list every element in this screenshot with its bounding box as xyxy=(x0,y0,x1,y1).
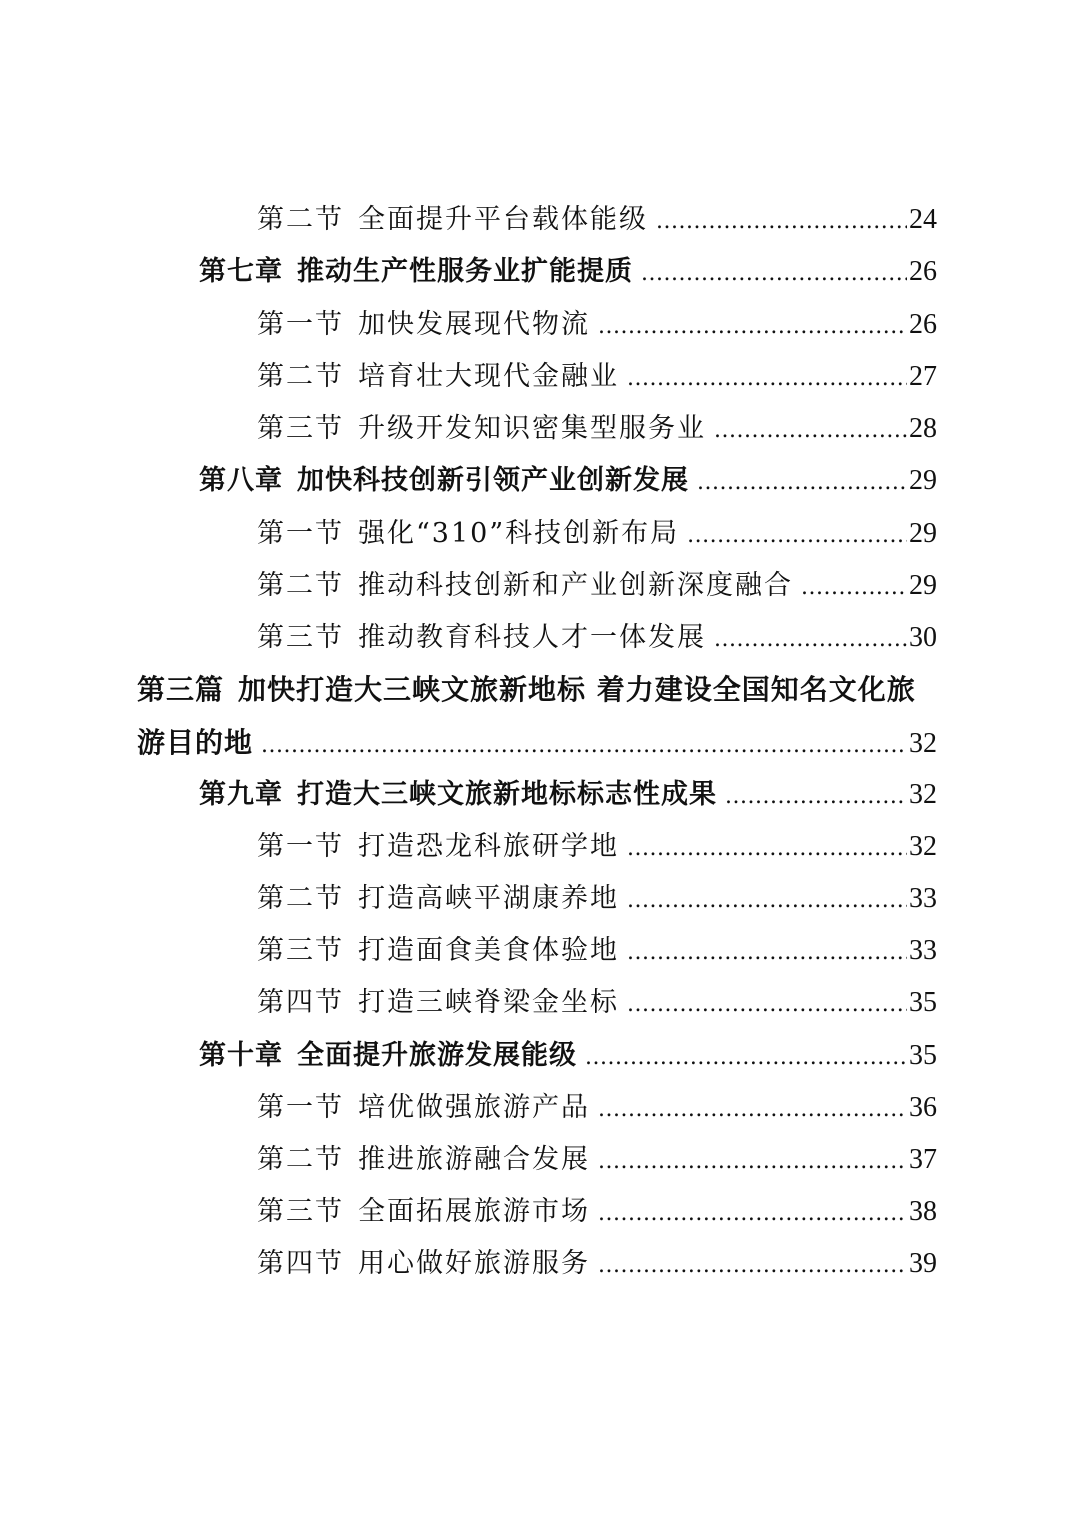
section-number: 第四节 xyxy=(257,987,344,1018)
toc-entry-label xyxy=(199,1036,577,1076)
toc-entry-label xyxy=(199,775,717,815)
section-title: 推动科技创新和产业创新深度融合 xyxy=(358,570,793,601)
toc-entry-label xyxy=(257,618,706,658)
section-number: 第三节 xyxy=(257,1196,344,1227)
toc-entry-section-9-4[interactable] xyxy=(257,983,937,1023)
page-number: 29 xyxy=(909,465,937,496)
chapter-number: 第七章 xyxy=(199,256,283,287)
page-number: 30 xyxy=(909,622,937,653)
section-title: 推进旅游融合发展 xyxy=(358,1144,590,1175)
section-number: 第四节 xyxy=(257,1248,344,1279)
toc-entry-label xyxy=(257,879,619,919)
toc-entry-section-8-1[interactable] xyxy=(257,514,937,554)
section-title: 培优做强旅游产品 xyxy=(358,1092,590,1123)
chapter-title: 加快科技创新引领产业创新发展 xyxy=(297,465,689,496)
chapter-title: 推动生产性服务业扩能提质 xyxy=(297,256,633,287)
toc-entry-label xyxy=(257,305,590,345)
chapter-number: 第十章 xyxy=(199,1040,283,1071)
section-number: 第三节 xyxy=(257,622,344,653)
page-number: 36 xyxy=(909,1092,937,1123)
section-title: 全面提升平台载体能级 xyxy=(358,204,648,235)
part-title-line-1: 加快打造大三峡文旅新地标 着力建设全国知名文化旅 xyxy=(238,673,916,706)
toc-entry-part-3-line-1[interactable] xyxy=(137,670,937,710)
dot-leader xyxy=(714,620,907,660)
dot-leader xyxy=(585,1038,907,1078)
section-title: 用心做好旅游服务 xyxy=(358,1248,590,1279)
page-number: 24 xyxy=(909,204,937,235)
dot-leader xyxy=(598,1090,907,1130)
toc-entry-label xyxy=(257,827,619,867)
section-title: 推动教育科技人才一体发展 xyxy=(358,622,706,653)
toc-entry-section-8-3[interactable] xyxy=(257,618,937,658)
dot-leader xyxy=(656,202,907,242)
toc-entry-section-10-1[interactable] xyxy=(257,1088,937,1128)
section-title: 培育壮大现代金融业 xyxy=(358,361,619,392)
toc-entry-section-7-1[interactable] xyxy=(257,305,937,345)
page-number: 38 xyxy=(909,1196,937,1227)
dot-leader xyxy=(598,1246,907,1286)
page-number: 39 xyxy=(909,1248,937,1279)
section-number: 第一节 xyxy=(257,518,344,549)
page-number: 33 xyxy=(909,883,937,914)
dot-leader xyxy=(627,933,907,973)
dot-leader xyxy=(598,307,907,347)
chapter-number: 第八章 xyxy=(199,465,283,496)
dot-leader xyxy=(687,516,907,556)
page-number: 32 xyxy=(909,831,937,862)
toc-entry-label xyxy=(257,1140,590,1180)
toc-entry-label xyxy=(257,1244,590,1284)
part-number: 第三篇 xyxy=(137,673,225,706)
chapter-number: 第九章 xyxy=(199,779,283,810)
toc-entry-chapter-9[interactable] xyxy=(199,775,937,815)
toc-entry-chapter-10[interactable] xyxy=(199,1036,937,1076)
section-title: 强化“310”科技创新布局 xyxy=(358,518,680,549)
section-number: 第三节 xyxy=(257,413,344,444)
page-number: 28 xyxy=(909,413,937,444)
section-number: 第一节 xyxy=(257,1092,344,1123)
chapter-title: 全面提升旅游发展能级 xyxy=(297,1040,577,1071)
dot-leader xyxy=(627,829,907,869)
dot-leader xyxy=(261,726,907,766)
toc-entry-chapter-7[interactable] xyxy=(199,252,937,292)
section-title: 打造恐龙科旅研学地 xyxy=(358,831,619,862)
toc-entry-section-9-1[interactable] xyxy=(257,827,937,867)
toc-entry-label xyxy=(199,252,633,292)
section-number: 第二节 xyxy=(257,1144,344,1175)
page-number: 35 xyxy=(909,1040,937,1071)
toc-entry-section-7-3[interactable] xyxy=(257,409,937,449)
dot-leader xyxy=(697,463,907,503)
section-title: 打造高峡平湖康养地 xyxy=(358,883,619,914)
section-number: 第一节 xyxy=(257,309,344,340)
toc-entry-section-10-2[interactable] xyxy=(257,1140,937,1180)
toc-entry-label xyxy=(199,461,689,501)
toc-entry-section-7-2[interactable] xyxy=(257,357,937,397)
toc-entry-label xyxy=(257,514,679,554)
section-number: 第二节 xyxy=(257,883,344,914)
toc-entry-label xyxy=(257,1192,590,1232)
dot-leader xyxy=(598,1142,907,1182)
dot-leader xyxy=(627,881,907,921)
section-number: 第二节 xyxy=(257,361,344,392)
toc-entry-section-10-3[interactable] xyxy=(257,1192,937,1232)
toc-entry-label xyxy=(257,1088,590,1128)
toc-entry-label xyxy=(257,983,619,1023)
toc-entry-section-9-3[interactable] xyxy=(257,931,937,971)
section-title: 全面拓展旅游市场 xyxy=(358,1196,590,1227)
page-number: 32 xyxy=(909,779,937,810)
dot-leader xyxy=(801,568,907,608)
toc-entry-part-3-line-2[interactable] xyxy=(137,723,937,763)
page-number: 33 xyxy=(909,935,937,966)
toc-entry-label xyxy=(257,566,793,606)
toc-entry-section-8-2[interactable] xyxy=(257,566,937,606)
toc-entry-section-9-2[interactable] xyxy=(257,879,937,919)
page-number: 29 xyxy=(909,570,937,601)
dot-leader xyxy=(627,985,907,1025)
page-number: 32 xyxy=(909,728,937,759)
section-title: 加快发展现代物流 xyxy=(358,309,590,340)
section-number: 第二节 xyxy=(257,570,344,601)
toc-entry-label xyxy=(257,200,648,240)
toc-entry-chapter-8[interactable] xyxy=(199,461,937,501)
section-number: 第三节 xyxy=(257,935,344,966)
dot-leader xyxy=(641,254,907,294)
section-number: 第一节 xyxy=(257,831,344,862)
page-number: 35 xyxy=(909,987,937,1018)
toc-entry-section-10-4[interactable] xyxy=(257,1244,937,1284)
toc-entry-section-2-2[interactable] xyxy=(257,200,937,240)
section-title: 升级开发知识密集型服务业 xyxy=(358,413,706,444)
page-number: 27 xyxy=(909,361,937,392)
page-number: 29 xyxy=(909,518,937,549)
chapter-title: 打造大三峡文旅新地标标志性成果 xyxy=(297,779,717,810)
section-title: 打造三峡脊梁金坐标 xyxy=(358,987,619,1018)
toc-entry-label xyxy=(257,357,619,397)
toc-entry-label xyxy=(257,931,619,971)
dot-leader xyxy=(598,1194,907,1234)
page-number: 26 xyxy=(909,256,937,287)
dot-leader xyxy=(627,359,907,399)
section-number: 第二节 xyxy=(257,204,344,235)
dot-leader xyxy=(714,411,907,451)
page-number: 26 xyxy=(909,309,937,340)
part-title-line-2: 游目的地 xyxy=(137,726,254,759)
toc-entry-label xyxy=(257,409,706,449)
section-title: 打造面食美食体验地 xyxy=(358,935,619,966)
page-number: 37 xyxy=(909,1144,937,1175)
dot-leader xyxy=(725,777,907,817)
